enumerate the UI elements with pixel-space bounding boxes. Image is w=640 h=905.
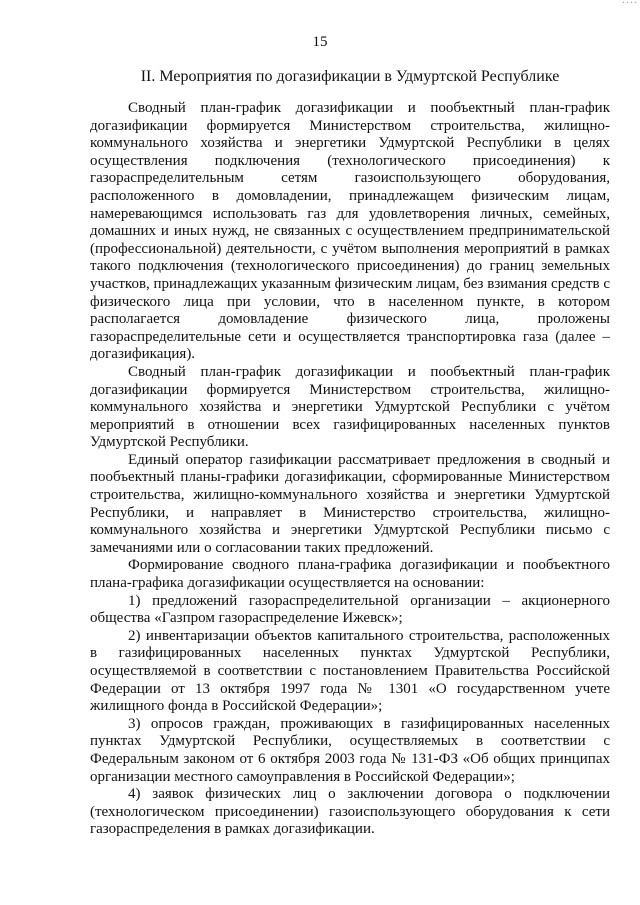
list-item: 1) предложений газораспределительной организации – акционерного общества «Газпром газораспределение Ижевск»; bbox=[90, 592, 610, 627]
paragraph: Сводный план-график догазификации и пообъектный план-график догазификации формируется Министерством строительства, жилищно-коммунального хозяйства и энергетики Удмуртской Республики с учётом мероприятий в отношении всех газифицированных населенных пунктов Удмуртской Республики. bbox=[90, 363, 610, 451]
corner-mark bbox=[622, 0, 638, 7]
page-number: 15 bbox=[312, 34, 328, 50]
list-item: 4) заявок физических лиц о заключении договора о подключении (технологическом присоединении) газоиспользующего оборудования к сети газораспределения в рамках догазификации. bbox=[90, 786, 610, 838]
body-text bbox=[90, 100, 610, 839]
list-item: 3) опросов граждан, проживающих в газифицированных населенных пунктах Удмуртской Республики, осуществляемых в соответствии с Федеральным законом от 6 октября 2003 года № 131-ФЗ «Об общих принципах организации местного самоуправления в Российской Федерации»; bbox=[90, 715, 610, 785]
section-heading: II. Мероприятия по догазификации в Удмуртской Республике bbox=[140, 68, 560, 85]
list-item: 2) инвентаризации объектов капитального строительства, расположенных в газифицированных населенных пунктах Удмуртской Республики, осуществляемой в соответствии с постановлением Правительства Российской Федерации от 13 октября 1997 года № 1301 «О государственном учете жилищного фонда в Российской Федерации»; bbox=[90, 627, 610, 715]
paragraph: Сводный план-график догазификации и пообъектный план-график догазификации формируется Министерством строительства, жилищно-коммунального хозяйства и энергетики Удмуртской Республики в целях осуществления подключения (технологического присоединения) к газораспределительным сетям газоиспользующего оборудования, расположенного в домовладении, принадлежащем физическим лицам, намеревающимся использовать газ для удовлетворения личных, семейных, домашних и иных нужд, не связанных с осуществлением предпринимательской (профессиональной) деятельности, с учётом выполнения мероприятий в рамках такого подключения (технологического присоединения) до границ земельных участков, принадлежащих указанным физическим лицам, без взимания средств с физического лица при условии, что в населенном пункте, в котором располагается домовладение физического лица, проложены газораспределительные сети и осуществляется транспортировка газа (далее – догазификация). bbox=[90, 100, 610, 363]
paragraph: Формирование сводного плана-графика догазификации и пообъектного плана-графика догазификации осуществляется на основании: bbox=[90, 557, 610, 592]
paragraph: Единый оператор газификации рассматривает предложения в сводный и пообъектный планы-графики догазификации, сформированные Министерством строительства, жилищно-коммунального хозяйства и энергетики Удмуртской Республики, и направляет в Министерство строительства, жилищно-коммунального хозяйства и энергетики Удмуртской Республики письмо с замечаниями или о согласовании таких предложений. bbox=[90, 451, 610, 556]
